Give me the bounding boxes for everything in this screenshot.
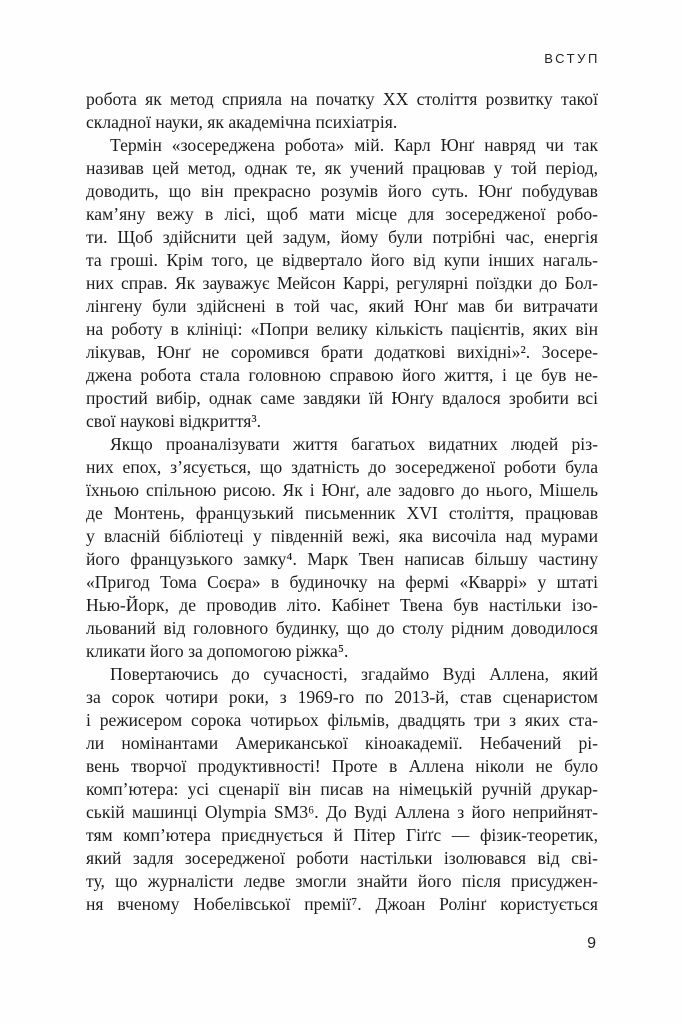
text-line: лікував, Юнґ не соромився брати додаткові вихідні»². Зосере- (86, 342, 598, 362)
running-head: ВСТУП (544, 51, 600, 66)
text-line: кликати його за допомогою ріжка⁵. (86, 641, 349, 661)
text-line: льований від головного будинку, що до столу рідним доводилося (86, 618, 598, 638)
text-line: лінгену були здійснені в той час, який Юнґ мав би витрачати (86, 296, 598, 316)
text-line: у власній бібліотеці у південній вежі, яка височіла над мурами (86, 526, 598, 546)
text-line: їхньою спільною рисою. Як і Юнґ, але задовго до нього, Мішель (86, 480, 598, 500)
text-line: джена робота стала головною справою його життя, і це був не- (86, 365, 598, 385)
text-line: на роботу в клініці: «Попри велику кількість пацієнтів, яких він (86, 319, 598, 339)
text-line: та гроші. Крім того, це відвертало його від купи інших нагаль- (86, 250, 598, 270)
text-line: Нью-Йорк, де проводив літо. Кабінет Твена був настільки ізо- (86, 595, 598, 615)
text-line: де Монтень, французький письменник XVI століття, працював (86, 503, 598, 523)
text-line: ту, що журналісти ледве змогли знайти його після присуджен- (86, 871, 598, 891)
text-line: називав цей метод, однак те, як учений працював у той період, (86, 158, 598, 178)
text-line: них епох, з’ясується, що здатність до зосередженої роботи була (86, 457, 598, 477)
text-line: «Пригод Тома Соєра» в будиночку на фермі «Кваррі» у штаті (86, 572, 598, 592)
text-line: тям комп’ютера приєднується й Пітер Гіґґс — фізик-теоретик, (86, 825, 598, 845)
text-line: який задля зосередженої роботи настільки ізолювався від сві- (86, 848, 598, 868)
text-line: ня вченому Нобелівської премії⁷. Джоан Ролінґ користується (86, 894, 598, 914)
text-line: комп’ютера: усі сценарії він писав на німецькій ручній друкар- (86, 779, 598, 799)
text-line: ській машинці Olympia SM3⁶. До Вуді Аллена з його неприйнят- (86, 802, 598, 822)
text-line: за сорок чотири роки, з 1969-го по 2013-й, став сценаристом (86, 687, 598, 707)
text-line: них справ. Як зауважує Мейсон Каррі, регулярні поїздки до Бол- (86, 273, 598, 293)
body-text (86, 88, 598, 916)
text-line: його французького замку⁴. Марк Твен написав більшу частину (86, 549, 598, 569)
text-line: доводить, що він прекрасно розумів його суть. Юнґ побудував (86, 181, 598, 201)
text-line: кам’яну вежу в лісі, щоб мати місце для зосередженої робо- (86, 204, 598, 224)
text-line: ти. Щоб здійснити цей задум, йому були потрібні час, енергія (86, 227, 598, 247)
text-line: свої наукові відкриття³. (86, 411, 262, 431)
text-line: складної науки, як академічна психіатрія. (86, 112, 398, 132)
text-line: Термін «зосереджена робота» мій. Карл Юнґ навряд чи так (110, 135, 598, 155)
text-line: робота як метод сприяла на початку XX століття розвитку такої (86, 89, 598, 109)
text-line: вень творчої продуктивності! Проте в Аллена ніколи не було (86, 756, 598, 776)
text-line: простий вибір, однак саме завдяки їй Юнґу вдалося зробити всі (86, 388, 598, 408)
text-line: і режисером сорока чотирьох фільмів, двадцять три з яких ста- (86, 710, 598, 730)
text-line: Повертаючись до сучасності, згадаймо Вуді Аллена, який (110, 664, 598, 684)
text-line: Якщо проаналізувати життя багатьох видатних людей різ- (110, 434, 598, 454)
text-line: ли номінантами Американської кіноакадемії. Небачений рі- (86, 733, 598, 753)
page-number: 9 (587, 935, 596, 952)
